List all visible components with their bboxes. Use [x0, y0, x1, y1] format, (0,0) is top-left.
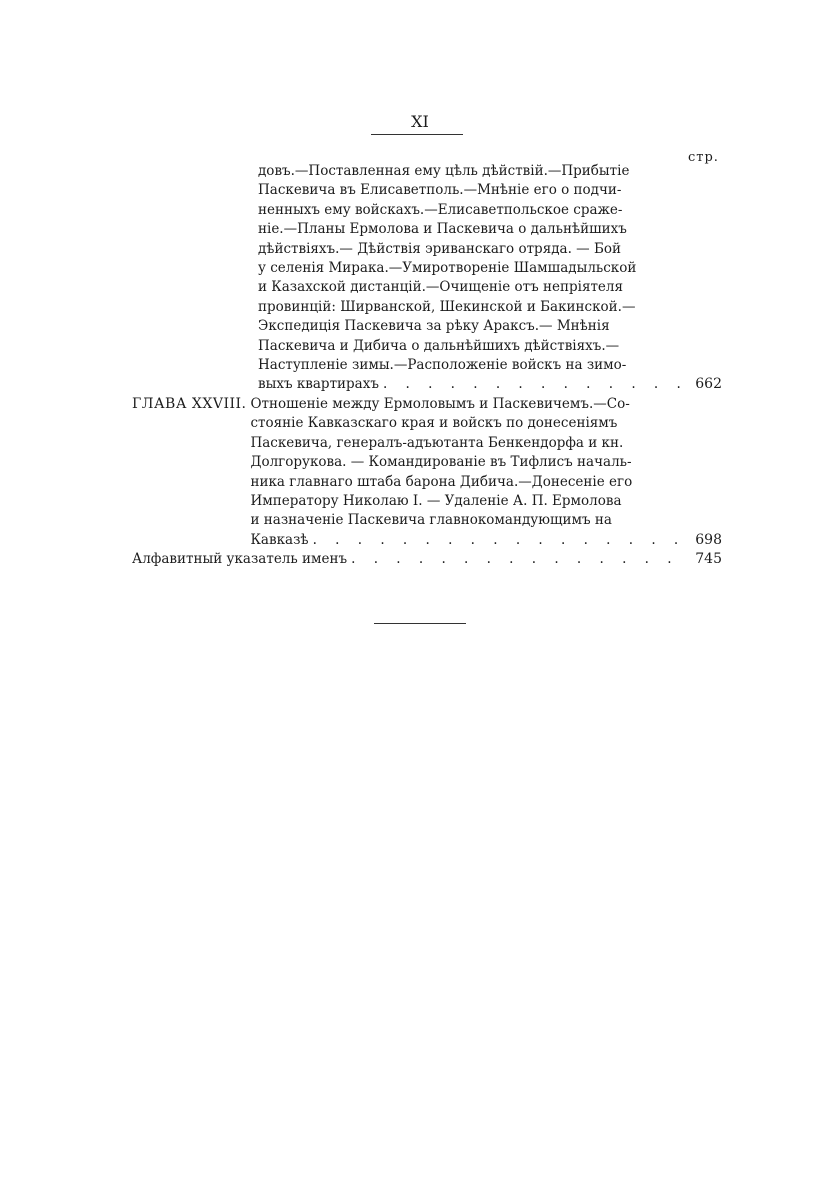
toc-entry-continued	[132, 162, 722, 395]
entry-text	[258, 162, 686, 395]
text-line: выхъ квартирахъ	[258, 376, 379, 393]
last-line	[250, 531, 686, 550]
text-line: и Казахской дистанцій.—Очищеніе отъ непріятеля	[258, 279, 624, 296]
text-line: Паскевича, генералъ-адъютанта Бенкендорфа и кн.	[250, 434, 624, 451]
index-label: Алфавитный указатель именъ	[132, 551, 348, 568]
text-line: Паскевича въ Елисаветполь.—Мнѣніе его о подчи-	[258, 182, 622, 199]
entry-label-empty	[132, 162, 258, 395]
last-line	[132, 550, 686, 569]
dot-leader	[347, 550, 686, 569]
entry-text	[132, 550, 686, 569]
text-line: стояніе Кавказскаго края и войскъ по донесеніямъ	[250, 415, 618, 432]
text-line: Экспедиція Паскевича за рѣку Араксъ.— Мнѣнія	[258, 318, 610, 335]
chapter-label: ГЛАВА XXVIII.	[132, 395, 247, 412]
text-line: довъ.—Поставленная ему цѣль дѣйствій.—Прибытіе	[258, 163, 630, 179]
entry-text	[250, 395, 686, 550]
last-line	[258, 375, 686, 394]
page-ref: 662	[695, 376, 722, 393]
footer-rule	[374, 623, 466, 624]
text-line: и назначеніе Паскевича главнокомандующимъ на	[250, 512, 612, 529]
text-line: Наступленіе зимы.—Расположеніе войскъ на зимо-	[258, 357, 627, 374]
text-line: дѣйствіяхъ.— Дѣйствія эриванскаго отряда. — Бой	[258, 240, 621, 257]
text-line: Паскевича и Дибича о дальнѣйшихъ дѣйствіяхъ.—	[258, 337, 620, 354]
text-line: ника главнаго штаба барона Дибича.—Донесеніе его	[250, 473, 633, 490]
dot-leader	[309, 531, 686, 550]
text-line: Долгорукова. — Командированіе въ Тифлисъ началь-	[250, 454, 632, 471]
page-ref: 745	[695, 551, 722, 568]
text-line: ненныхъ ему войскахъ.—Елисаветпольское сраже-	[258, 201, 623, 218]
pages-column-label: стр.	[688, 150, 719, 165]
text-line: Отношеніе между Ермоловымъ и Паскевичемъ.—Со-	[250, 395, 630, 412]
text-line: ніе.—Планы Ермолова и Паскевича о дальнѣйшихъ	[258, 221, 627, 238]
page-ref: 698	[695, 531, 722, 548]
page-number: XI	[411, 112, 429, 131]
text-line: Кавказѣ	[250, 531, 309, 548]
text-line: у селенія Мирака.—Умиротвореніе Шамшадыльской	[258, 260, 637, 277]
text-line: провинцій: Ширванской, Шекинской и Бакинской.—	[258, 298, 636, 315]
toc-entry-index	[132, 550, 722, 569]
dot-leader	[379, 375, 686, 394]
toc-entry-chapter-28	[132, 395, 722, 550]
text-line: Императору Николаю I. — Удаленіе А. П. Ермолова	[250, 492, 622, 509]
table-of-contents	[132, 160, 722, 570]
header-rule	[371, 134, 463, 135]
